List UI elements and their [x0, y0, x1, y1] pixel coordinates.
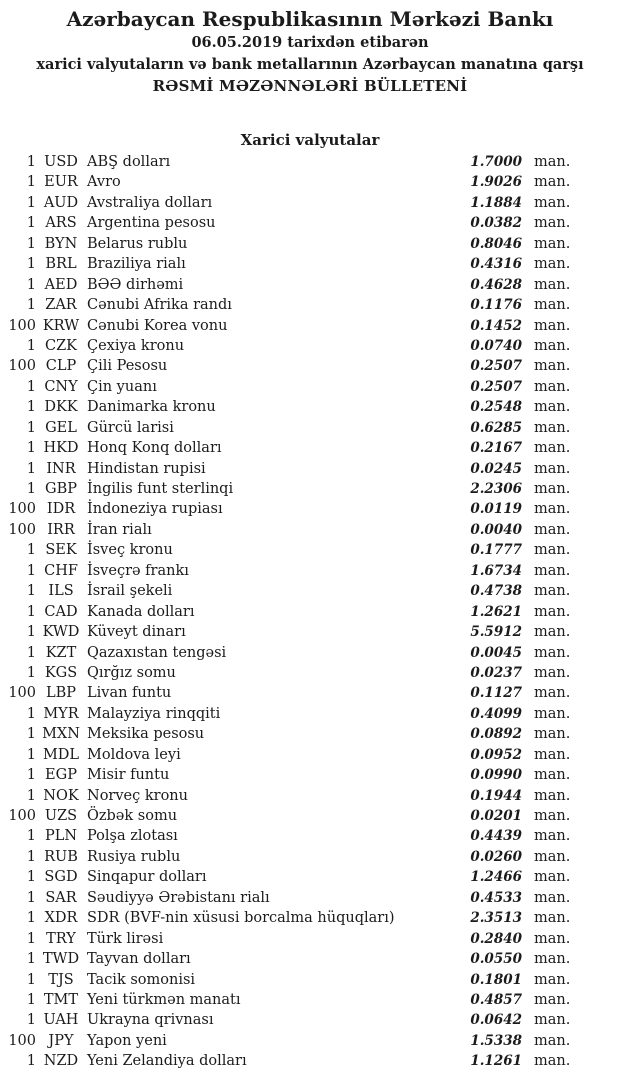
quantity-cell: 1 — [26, 378, 36, 395]
currency-code-cell: MYR — [43, 705, 79, 722]
currency-name-cell: İsveç kronu — [87, 542, 173, 559]
unit-cell: man. — [534, 194, 571, 211]
quantity-cell: 1 — [26, 951, 36, 968]
quantity-cell: 1 — [26, 215, 36, 232]
table-row — [0, 970, 580, 990]
table-row — [0, 663, 580, 683]
rate-value-cell: 0.4857 — [470, 991, 522, 1008]
currency-code-cell: INR — [46, 460, 76, 477]
table-row — [0, 234, 580, 254]
currency-code-cell: BYN — [44, 235, 78, 252]
currency-code-cell: GEL — [45, 419, 77, 436]
page-title: Azərbaycan Respublikasının Mərkəzi Bankı — [66, 7, 554, 31]
table-row — [0, 377, 580, 397]
unit-cell: man. — [534, 521, 571, 538]
unit-cell: man. — [534, 848, 571, 865]
currency-code-cell: TWD — [42, 951, 80, 968]
unit-cell: man. — [534, 705, 571, 722]
table-row — [0, 316, 580, 336]
currency-code-cell: ZAR — [45, 297, 77, 314]
unit-cell: man. — [534, 664, 571, 681]
unit-cell: man. — [534, 337, 571, 354]
unit-cell: man. — [534, 951, 571, 968]
unit-cell: man. — [534, 787, 571, 804]
currency-name-cell: Səudiyyə Ərəbistanı rialı — [87, 889, 270, 906]
quantity-cell: 1 — [26, 583, 36, 600]
unit-cell: man. — [534, 828, 571, 845]
unit-cell: man. — [534, 440, 571, 457]
currency-code-cell: SAR — [45, 889, 77, 906]
table-row — [0, 295, 580, 315]
rate-value-cell: 2.3513 — [470, 910, 522, 927]
table-row — [0, 193, 580, 213]
currency-name-cell: Argentina pesosu — [87, 215, 216, 232]
currency-code-cell: CZK — [44, 337, 77, 354]
rate-value-cell: 0.2167 — [470, 440, 522, 457]
quantity-cell: 1 — [26, 399, 36, 416]
currency-code-cell: BRL — [45, 256, 77, 273]
table-row — [0, 622, 580, 642]
unit-cell: man. — [534, 419, 571, 436]
currency-code-cell: KRW — [42, 317, 80, 334]
currency-name-cell: Avstraliya dolları — [87, 194, 213, 211]
quantity-cell: 100 — [8, 685, 36, 702]
currency-name-cell: BƏƏ dirhəmi — [87, 276, 184, 293]
unit-cell: man. — [534, 562, 571, 579]
unit-cell: man. — [534, 378, 571, 395]
table-row — [0, 356, 580, 376]
currency-code-cell: ARS — [45, 215, 77, 232]
table-row — [0, 908, 580, 928]
currency-code-cell: UZS — [44, 808, 78, 824]
currency-name-cell: Çexiya kronu — [87, 337, 185, 354]
quantity-cell: 1 — [26, 1012, 36, 1029]
currency-code-cell: UAH — [43, 1012, 79, 1029]
currency-name-cell: Qırğız somu — [87, 664, 176, 681]
currency-name-cell: Honq Konq dolları — [87, 440, 222, 457]
currency-name-cell: Yeni türkmən manatı — [87, 991, 241, 1008]
currency-code-cell: NOK — [43, 787, 79, 804]
table-row — [0, 847, 580, 867]
currency-code-cell: JPY — [48, 1032, 74, 1049]
rate-value-cell: 0.0045 — [470, 644, 522, 661]
currency-code-cell: CLP — [45, 358, 77, 375]
quantity-cell: 100 — [8, 808, 36, 824]
currency-name-cell: İsveçrə frankı — [87, 562, 189, 579]
rate-value-cell: 0.1452 — [470, 317, 522, 334]
currency-name-cell: SDR (BVF-nin xüsusi borcalma hüquqları) — [87, 910, 395, 927]
currency-code-cell: ILS — [48, 583, 74, 600]
currency-code-cell: RUB — [44, 848, 78, 865]
currency-name-cell: Belarus rublu — [87, 235, 188, 252]
currency-code-cell: KZT — [45, 644, 77, 661]
table-row — [0, 949, 580, 969]
rate-value-cell: 0.1176 — [470, 297, 522, 314]
quantity-cell: 1 — [26, 787, 36, 804]
table-row — [0, 1010, 580, 1030]
quantity-cell: 1 — [26, 767, 36, 784]
unit-cell: man. — [534, 481, 571, 497]
quantity-cell: 100 — [8, 501, 36, 518]
quantity-cell: 100 — [8, 521, 36, 538]
quantity-cell: 1 — [26, 624, 36, 641]
table-row — [0, 643, 580, 663]
rate-value-cell: 2.2306 — [470, 481, 522, 497]
quantity-cell: 1 — [26, 276, 36, 293]
unit-cell: man. — [534, 1053, 571, 1070]
unit-cell: man. — [534, 889, 571, 906]
unit-cell: man. — [534, 358, 571, 375]
unit-cell: man. — [534, 154, 571, 170]
currency-name-cell: İran rialı — [87, 521, 152, 538]
rate-value-cell: 0.2548 — [470, 399, 522, 416]
quantity-cell: 1 — [26, 194, 36, 211]
currency-name-cell: Cənubi Korea vonu — [87, 317, 228, 334]
quantity-cell: 1 — [26, 971, 36, 988]
rate-value-cell: 0.4316 — [470, 256, 522, 273]
currency-name-cell: Qazaxıstan tengəsi — [87, 644, 227, 661]
currency-code-cell: MXN — [42, 726, 80, 743]
unit-cell: man. — [534, 685, 571, 702]
currency-name-cell: Sinqapur dolları — [87, 869, 207, 886]
subtitle-line: xarici valyutaların və bank metallarının Azərbaycan manatına qarşı — [36, 56, 584, 73]
table-row — [0, 336, 580, 356]
table-row — [0, 602, 580, 622]
currency-code-cell: NZD — [43, 1053, 79, 1070]
currency-name-cell: Danimarka kronu — [87, 399, 216, 416]
rate-value-cell: 0.4439 — [470, 828, 522, 845]
quantity-cell: 1 — [26, 419, 36, 436]
unit-cell: man. — [534, 215, 571, 232]
quantity-cell: 1 — [26, 297, 36, 314]
currency-name-cell: Kanada dolları — [87, 603, 195, 620]
rate-value-cell: 1.5338 — [470, 1032, 522, 1049]
quantity-cell: 1 — [26, 440, 36, 457]
table-row — [0, 765, 580, 785]
table-row — [0, 152, 580, 172]
unit-cell: man. — [534, 971, 571, 988]
table-row — [0, 479, 580, 499]
quantity-cell: 1 — [26, 1053, 36, 1070]
unit-cell: man. — [534, 317, 571, 334]
quantity-cell: 1 — [26, 664, 36, 681]
currency-code-cell: CAD — [44, 603, 78, 620]
rates-table — [0, 152, 620, 1072]
table-row — [0, 397, 580, 417]
quantity-cell: 1 — [26, 337, 36, 354]
currency-code-cell: PLN — [44, 828, 78, 845]
currency-name-cell: Çin yuanı — [87, 378, 157, 395]
unit-cell: man. — [534, 297, 571, 314]
currency-code-cell: SEK — [45, 542, 77, 559]
table-row — [0, 520, 580, 540]
currency-code-cell: EUR — [44, 174, 78, 191]
unit-cell: man. — [534, 869, 571, 886]
currency-name-cell: Rusiya rublu — [87, 848, 181, 865]
currency-name-cell: Yeni Zelandiya dolları — [87, 1053, 247, 1070]
quantity-cell: 1 — [26, 460, 36, 477]
currency-code-cell: AED — [44, 276, 78, 293]
table-row — [0, 1031, 580, 1051]
quantity-cell: 1 — [26, 603, 36, 620]
table-row — [0, 581, 580, 601]
bulletin-title: RƏSMİ MƏZƏNNƏLƏRİ BÜLLETENİ — [152, 77, 468, 95]
currency-name-cell: Hindistan rupisi — [87, 460, 206, 477]
rate-value-cell: 0.0642 — [470, 1012, 522, 1029]
quantity-cell: 1 — [26, 910, 36, 927]
bulletin-header — [0, 0, 620, 98]
unit-cell: man. — [534, 644, 571, 661]
rate-value-cell: 0.4628 — [470, 276, 522, 293]
quantity-cell: 1 — [26, 746, 36, 763]
rate-value-cell: 1.6734 — [470, 562, 522, 579]
rate-value-cell: 0.2840 — [470, 930, 522, 947]
rate-value-cell: 1.2621 — [470, 603, 522, 620]
rate-value-cell: 0.0740 — [470, 337, 522, 354]
rate-value-cell: 0.4099 — [470, 705, 522, 722]
rate-value-cell: 0.1127 — [470, 685, 522, 702]
currency-name-cell: Tacik somonisi — [87, 971, 196, 988]
rate-value-cell: 0.6285 — [470, 419, 522, 436]
unit-cell: man. — [534, 767, 571, 784]
quantity-cell: 1 — [26, 726, 36, 743]
rate-value-cell: 0.2507 — [470, 378, 522, 395]
table-row — [0, 867, 580, 887]
currency-name-cell: Türk lirəsi — [87, 930, 164, 947]
currency-code-cell: TMT — [43, 991, 79, 1008]
currency-code-cell: TRY — [46, 930, 76, 947]
currency-code-cell: KGS — [44, 664, 78, 681]
table-row — [0, 438, 580, 458]
unit-cell: man. — [534, 235, 571, 252]
currency-name-cell: Avro — [87, 174, 121, 191]
currency-name-cell: ABŞ dolları — [87, 154, 171, 170]
rate-value-cell: 0.4738 — [470, 583, 522, 600]
rate-value-cell: 1.1261 — [470, 1053, 522, 1070]
table-row — [0, 704, 580, 724]
unit-cell: man. — [534, 991, 571, 1008]
table-row — [0, 888, 580, 908]
currency-name-cell: Moldova leyi — [87, 746, 181, 763]
table-row — [0, 254, 580, 274]
currency-code-cell: KWD — [42, 624, 80, 641]
table-row — [0, 683, 580, 703]
rate-value-cell: 1.2466 — [470, 869, 522, 886]
quantity-cell: 1 — [26, 828, 36, 845]
currency-code-cell: SGD — [44, 869, 78, 886]
table-row — [0, 418, 580, 438]
unit-cell: man. — [534, 1032, 571, 1049]
table-row — [0, 724, 580, 744]
effective-date-line: 06.05.2019 tarixdən etibarən — [191, 34, 429, 51]
rate-value-cell: 0.0260 — [470, 848, 522, 865]
currency-code-cell: DKK — [44, 399, 78, 416]
rate-value-cell: 1.7000 — [470, 154, 522, 170]
currency-code-cell: USD — [44, 154, 78, 170]
unit-cell: man. — [534, 808, 571, 824]
quantity-cell: 100 — [8, 358, 36, 375]
quantity-cell: 1 — [26, 644, 36, 661]
table-row — [0, 826, 580, 846]
currency-name-cell: İsrail şekeli — [87, 583, 173, 600]
currency-name-cell: Misir funtu — [87, 767, 170, 784]
unit-cell: man. — [534, 603, 571, 620]
currency-name-cell: Meksika pesosu — [87, 726, 205, 743]
currency-name-cell: Özbək somu — [87, 808, 178, 824]
unit-cell: man. — [534, 1012, 571, 1029]
currency-name-cell: Çili Pesosu — [87, 358, 168, 375]
currency-name-cell: Ukrayna qrivnası — [87, 1012, 214, 1029]
unit-cell: man. — [534, 399, 571, 416]
currency-name-cell: Cənubi Afrika randı — [87, 297, 232, 314]
unit-cell: man. — [534, 542, 571, 559]
quantity-cell: 1 — [26, 705, 36, 722]
rate-value-cell: 0.1944 — [470, 787, 522, 804]
table-row — [0, 806, 580, 826]
quantity-cell: 1 — [26, 235, 36, 252]
rate-value-cell: 0.1777 — [470, 542, 522, 559]
table-row — [0, 929, 580, 949]
rate-value-cell: 0.0237 — [470, 664, 522, 681]
rate-value-cell: 0.0550 — [470, 951, 522, 968]
rate-value-cell: 0.2507 — [470, 358, 522, 375]
table-row — [0, 1051, 580, 1071]
rate-value-cell: 0.0119 — [470, 501, 522, 518]
rate-value-cell: 0.8046 — [470, 235, 522, 252]
currency-name-cell: İngilis funt sterlinqi — [87, 481, 234, 497]
table-row — [0, 745, 580, 765]
table-row — [0, 459, 580, 479]
quantity-cell: 1 — [26, 256, 36, 273]
table-row — [0, 540, 580, 560]
currency-code-cell: IRR — [47, 521, 75, 538]
unit-cell: man. — [534, 501, 571, 518]
currency-name-cell: Küveyt dinarı — [87, 624, 186, 641]
currency-code-cell: TJS — [48, 971, 74, 988]
currency-code-cell: CNY — [44, 378, 78, 395]
table-row — [0, 172, 580, 192]
unit-cell: man. — [534, 583, 571, 600]
rate-value-cell: 0.0892 — [470, 726, 522, 743]
currency-code-cell: GBP — [45, 481, 77, 497]
rate-value-cell: 0.0382 — [470, 215, 522, 232]
currency-name-cell: Braziliya rialı — [87, 256, 186, 273]
currency-code-cell: LBP — [45, 685, 77, 702]
table-row — [0, 499, 580, 519]
table-row — [0, 213, 580, 233]
quantity-cell: 1 — [26, 930, 36, 947]
currency-code-cell: EGP — [45, 767, 77, 784]
currency-code-cell: HKD — [43, 440, 79, 457]
unit-cell: man. — [534, 624, 571, 641]
quantity-cell: 1 — [26, 174, 36, 191]
unit-cell: man. — [534, 930, 571, 947]
currency-code-cell: XDR — [44, 910, 78, 927]
currency-name-cell: Tayvan dolları — [87, 951, 191, 968]
currency-name-cell: Livan funtu — [87, 685, 172, 702]
currency-name-cell: Polşa zlotası — [87, 828, 178, 845]
quantity-cell: 100 — [8, 317, 36, 334]
currency-name-cell: İndoneziya rupiası — [87, 501, 223, 518]
unit-cell: man. — [534, 746, 571, 763]
currency-code-cell: AUD — [43, 194, 79, 211]
rate-value-cell: 0.0245 — [470, 460, 522, 477]
unit-cell: man. — [534, 910, 571, 927]
currency-name-cell: Malayziya rinqqiti — [87, 705, 221, 722]
table-row — [0, 561, 580, 581]
currency-code-cell: IDR — [46, 501, 76, 518]
quantity-cell: 100 — [8, 1032, 36, 1049]
quantity-cell: 1 — [26, 991, 36, 1008]
rate-value-cell: 0.0952 — [470, 746, 522, 763]
quantity-cell: 1 — [26, 481, 36, 497]
quantity-cell: 1 — [26, 889, 36, 906]
currency-code-cell: CHF — [44, 562, 78, 579]
section-title-foreign-currencies: Xarici valyutalar — [240, 131, 380, 149]
unit-cell: man. — [534, 460, 571, 477]
rate-value-cell: 0.4533 — [470, 889, 522, 906]
rate-value-cell: 0.1801 — [470, 971, 522, 988]
quantity-cell: 1 — [26, 154, 36, 170]
rate-value-cell: 0.0040 — [470, 521, 522, 538]
table-row — [0, 786, 580, 806]
currency-name-cell: Gürcü larisi — [87, 419, 174, 436]
rate-value-cell: 0.0201 — [470, 808, 522, 824]
quantity-cell: 1 — [26, 869, 36, 886]
unit-cell: man. — [534, 256, 571, 273]
quantity-cell: 1 — [26, 542, 36, 559]
rate-value-cell: 0.0990 — [470, 767, 522, 784]
quantity-cell: 1 — [26, 848, 36, 865]
rate-value-cell: 1.9026 — [470, 174, 522, 191]
table-row — [0, 990, 580, 1010]
unit-cell: man. — [534, 726, 571, 743]
currency-name-cell: Norveç kronu — [87, 787, 188, 804]
unit-cell: man. — [534, 276, 571, 293]
unit-cell: man. — [534, 174, 571, 191]
currency-code-cell: MDL — [42, 746, 80, 763]
rate-value-cell: 1.1884 — [470, 194, 522, 211]
currency-name-cell: Yapon yeni — [87, 1032, 167, 1049]
table-row — [0, 275, 580, 295]
quantity-cell: 1 — [26, 562, 36, 579]
rate-value-cell: 5.5912 — [470, 624, 522, 641]
